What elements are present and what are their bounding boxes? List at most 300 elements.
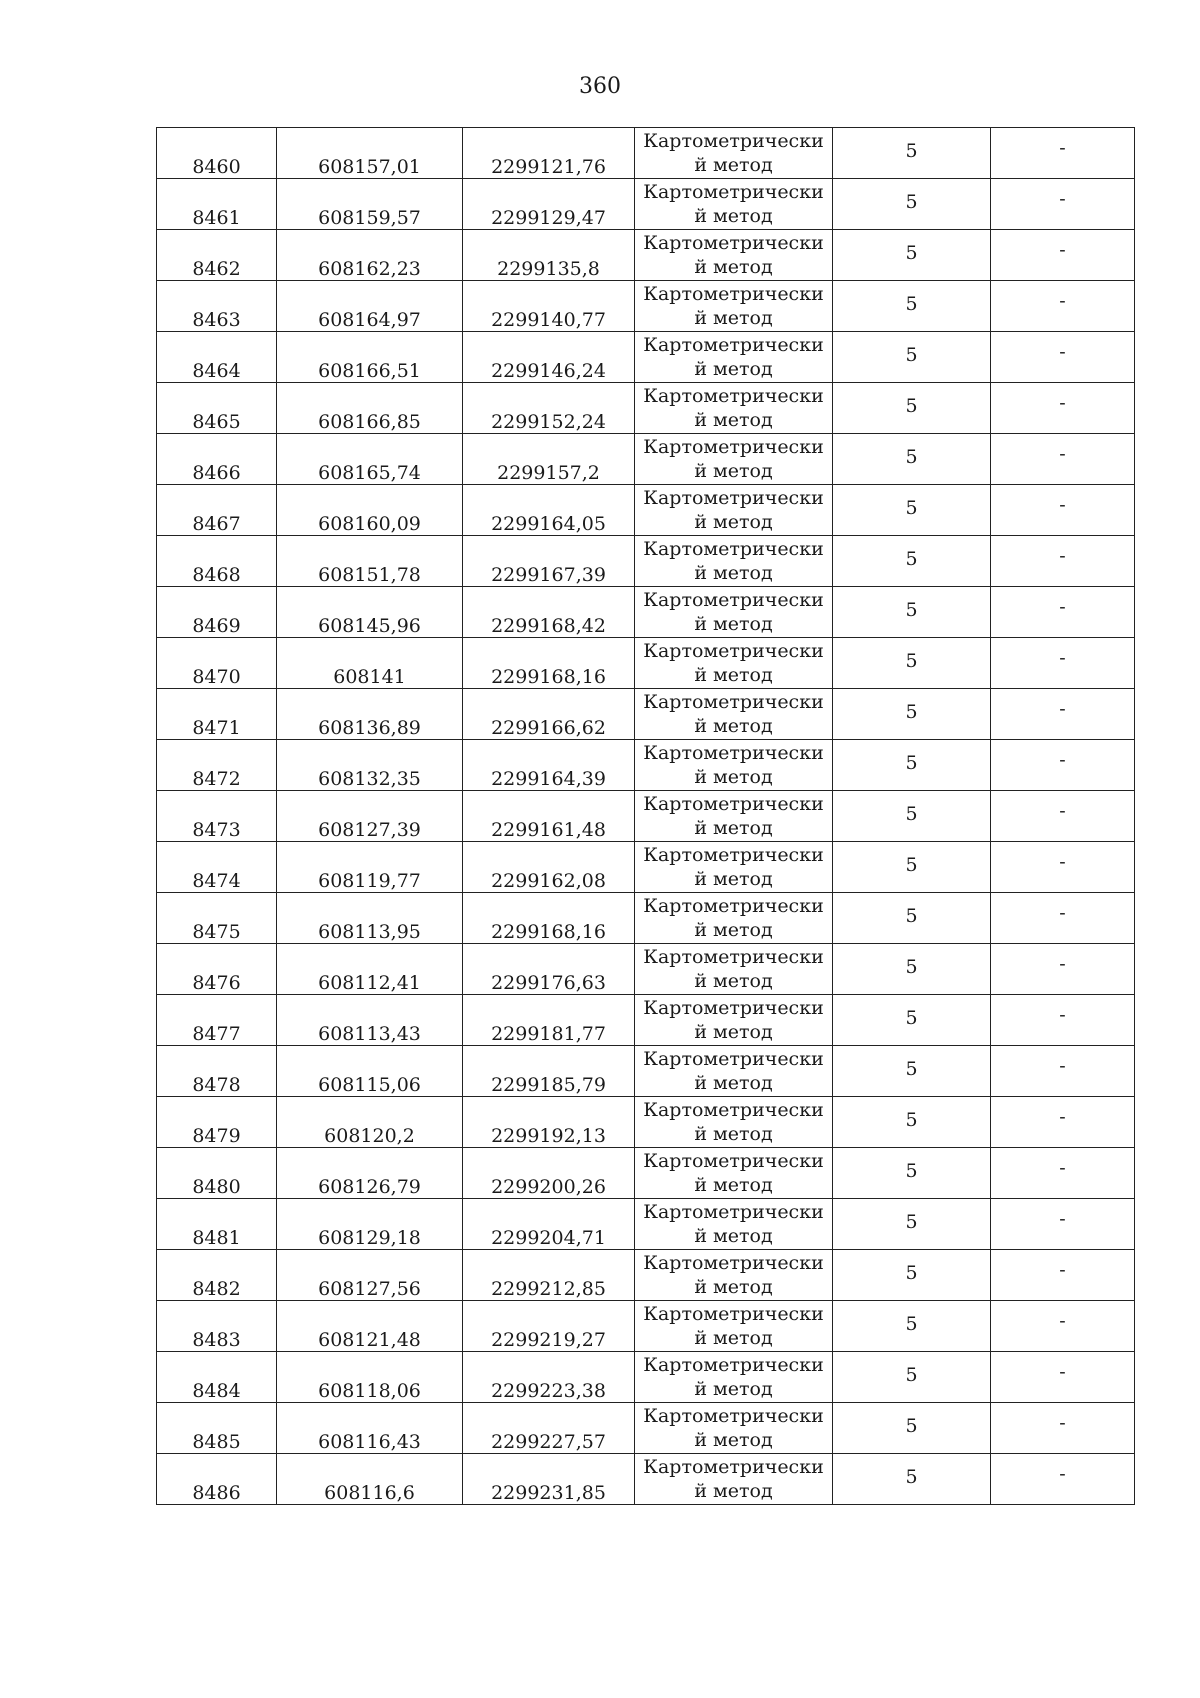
accuracy-cell: [833, 281, 991, 332]
coordinate-x-cell-text: 608132,35: [318, 768, 421, 790]
accuracy-cell-text: 5: [905, 803, 918, 825]
coordinate-y-cell: [463, 281, 635, 332]
table-row: [157, 434, 1135, 485]
coordinate-y-cell: [463, 1097, 635, 1148]
method-cell: [635, 1250, 833, 1301]
note-cell: [991, 1046, 1135, 1097]
point-number-cell: [157, 638, 277, 689]
note-cell: [991, 791, 1135, 842]
coordinate-y-cell-text: 2299157,2: [497, 462, 600, 484]
point-number-cell-text: 8470: [192, 666, 241, 688]
point-number-cell: [157, 1352, 277, 1403]
method-cell: [635, 179, 833, 230]
point-number-cell: [157, 1454, 277, 1505]
coordinate-x-cell: [277, 179, 463, 230]
accuracy-cell-text: 5: [905, 344, 918, 366]
method-cell-text: Картометрически й метод: [643, 742, 824, 788]
method-cell: [635, 332, 833, 383]
coordinate-x-cell-text: 608141: [333, 666, 406, 688]
method-cell-text: Картометрически й метод: [643, 1405, 824, 1451]
coordinate-y-cell: [463, 1403, 635, 1454]
coordinate-y-cell-text: 2299140,77: [491, 309, 606, 331]
coordinate-y-cell: [463, 536, 635, 587]
coordinate-x-cell-text: 608157,01: [318, 156, 421, 178]
method-cell-text: Картометрически й метод: [643, 538, 824, 584]
coordinate-x-cell: [277, 1046, 463, 1097]
coordinate-x-cell: [277, 536, 463, 587]
note-cell: [991, 893, 1135, 944]
coordinate-y-cell-text: 2299200,26: [491, 1176, 606, 1198]
table-row: [157, 281, 1135, 332]
point-number-cell-text: 8479: [192, 1125, 241, 1147]
method-cell: [635, 281, 833, 332]
accuracy-cell: [833, 995, 991, 1046]
method-cell: [635, 944, 833, 995]
coordinate-x-cell-text: 608164,97: [318, 309, 421, 331]
point-number-cell: [157, 332, 277, 383]
accuracy-cell: [833, 1148, 991, 1199]
note-cell-text: -: [1059, 953, 1066, 975]
point-number-cell-text: 8477: [192, 1023, 241, 1045]
coordinate-y-cell: [463, 638, 635, 689]
coordinate-x-cell-text: 608159,57: [318, 207, 421, 229]
note-cell-text: -: [1059, 341, 1066, 363]
note-cell: [991, 536, 1135, 587]
coordinate-y-cell-text: 2299161,48: [491, 819, 606, 841]
accuracy-cell-text: 5: [905, 1364, 918, 1386]
coordinate-x-cell-text: 608120,2: [324, 1125, 415, 1147]
point-number-cell-text: 8466: [192, 462, 241, 484]
coordinate-x-cell-text: 608129,18: [318, 1227, 421, 1249]
method-cell: [635, 1148, 833, 1199]
coordinate-x-cell: [277, 638, 463, 689]
note-cell: [991, 332, 1135, 383]
coordinate-x-cell-text: 608160,09: [318, 513, 421, 535]
accuracy-cell-text: 5: [905, 242, 918, 264]
accuracy-cell: [833, 179, 991, 230]
point-number-cell-text: 8473: [192, 819, 241, 841]
coordinate-y-cell: [463, 1352, 635, 1403]
coordinate-y-cell-text: 2299164,05: [491, 513, 606, 535]
method-cell-text: Картометрически й метод: [643, 385, 824, 431]
coordinate-x-cell-text: 608113,95: [318, 921, 421, 943]
accuracy-cell-text: 5: [905, 1160, 918, 1182]
accuracy-cell: [833, 842, 991, 893]
method-cell: [635, 1454, 833, 1505]
point-number-cell: [157, 485, 277, 536]
method-cell-text: Картометрически й метод: [643, 283, 824, 329]
coordinate-x-cell: [277, 1301, 463, 1352]
table-row: [157, 893, 1135, 944]
note-cell-text: -: [1059, 1412, 1066, 1434]
table-row: [157, 383, 1135, 434]
coordinate-x-cell-text: 608113,43: [318, 1023, 421, 1045]
note-cell: [991, 740, 1135, 791]
note-cell-text: -: [1059, 545, 1066, 567]
method-cell-text: Картометрически й метод: [643, 997, 824, 1043]
point-number-cell: [157, 995, 277, 1046]
note-cell: [991, 1454, 1135, 1505]
method-cell: [635, 689, 833, 740]
coordinate-x-cell: [277, 1199, 463, 1250]
coordinate-x-cell: [277, 1148, 463, 1199]
accuracy-cell-text: 5: [905, 599, 918, 621]
note-cell: [991, 587, 1135, 638]
coordinate-y-cell-text: 2299168,42: [491, 615, 606, 637]
coordinate-y-cell: [463, 893, 635, 944]
coordinate-y-cell: [463, 179, 635, 230]
coordinate-x-cell-text: 608165,74: [318, 462, 421, 484]
point-number-cell: [157, 1250, 277, 1301]
accuracy-cell-text: 5: [905, 752, 918, 774]
note-cell-text: -: [1059, 137, 1066, 159]
note-cell: [991, 128, 1135, 179]
coordinate-y-cell-text: 2299167,39: [491, 564, 606, 586]
method-cell: [635, 230, 833, 281]
table-row: [157, 689, 1135, 740]
accuracy-cell-text: 5: [905, 1262, 918, 1284]
coordinate-x-cell: [277, 434, 463, 485]
note-cell-text: -: [1059, 902, 1066, 924]
note-cell-text: -: [1059, 1106, 1066, 1128]
point-number-cell: [157, 1199, 277, 1250]
table-row: [157, 1199, 1135, 1250]
note-cell-text: -: [1059, 749, 1066, 771]
point-number-cell-text: 8465: [192, 411, 241, 433]
accuracy-cell-text: 5: [905, 191, 918, 213]
coordinate-x-cell: [277, 1352, 463, 1403]
coordinate-y-cell: [463, 434, 635, 485]
note-cell-text: -: [1059, 1259, 1066, 1281]
table-body: [157, 128, 1135, 1505]
method-cell-text: Картометрически й метод: [643, 1252, 824, 1298]
coordinate-y-cell: [463, 1046, 635, 1097]
coordinate-x-cell: [277, 740, 463, 791]
point-number-cell: [157, 944, 277, 995]
note-cell: [991, 689, 1135, 740]
point-number-cell: [157, 842, 277, 893]
note-cell: [991, 944, 1135, 995]
accuracy-cell: [833, 128, 991, 179]
method-cell-text: Картометрически й метод: [643, 844, 824, 890]
note-cell-text: -: [1059, 494, 1066, 516]
point-number-cell-text: 8480: [192, 1176, 241, 1198]
method-cell-text: Картометрически й метод: [643, 436, 824, 482]
table-row: [157, 1454, 1135, 1505]
coordinate-y-cell: [463, 1454, 635, 1505]
method-cell: [635, 434, 833, 485]
note-cell: [991, 281, 1135, 332]
coordinate-y-cell: [463, 689, 635, 740]
coordinate-x-cell: [277, 944, 463, 995]
point-number-cell-text: 8485: [192, 1431, 241, 1453]
coordinate-x-cell: [277, 332, 463, 383]
coordinate-y-cell: [463, 587, 635, 638]
point-number-cell-text: 8481: [192, 1227, 241, 1249]
coordinate-x-cell-text: 608166,51: [318, 360, 421, 382]
method-cell-text: Картометрически й метод: [643, 1354, 824, 1400]
accuracy-cell: [833, 1454, 991, 1505]
note-cell: [991, 1250, 1135, 1301]
method-cell-text: Картометрически й метод: [643, 487, 824, 533]
coordinate-y-cell-text: 2299168,16: [491, 666, 606, 688]
method-cell: [635, 1403, 833, 1454]
accuracy-cell-text: 5: [905, 701, 918, 723]
method-cell: [635, 893, 833, 944]
table-row: [157, 1148, 1135, 1199]
table-row: [157, 128, 1135, 179]
method-cell-text: Картометрически й метод: [643, 895, 824, 941]
method-cell-text: Картометрически й метод: [643, 334, 824, 380]
point-number-cell-text: 8462: [192, 258, 241, 280]
coordinate-x-cell: [277, 893, 463, 944]
point-number-cell: [157, 1148, 277, 1199]
table-row: [157, 944, 1135, 995]
note-cell: [991, 842, 1135, 893]
accuracy-cell: [833, 332, 991, 383]
coordinate-y-cell-text: 2299164,39: [491, 768, 606, 790]
point-number-cell: [157, 230, 277, 281]
note-cell: [991, 383, 1135, 434]
method-cell: [635, 128, 833, 179]
coordinate-y-cell-text: 2299176,63: [491, 972, 606, 994]
coordinate-y-cell: [463, 995, 635, 1046]
method-cell-text: Картометрически й метод: [643, 1048, 824, 1094]
accuracy-cell-text: 5: [905, 140, 918, 162]
accuracy-cell: [833, 740, 991, 791]
coordinate-x-cell: [277, 230, 463, 281]
note-cell: [991, 485, 1135, 536]
accuracy-cell: [833, 893, 991, 944]
accuracy-cell: [833, 689, 991, 740]
table-row: [157, 230, 1135, 281]
accuracy-cell: [833, 1199, 991, 1250]
note-cell-text: -: [1059, 800, 1066, 822]
method-cell-text: Картометрически й метод: [643, 1201, 824, 1247]
accuracy-cell: [833, 944, 991, 995]
coordinate-x-cell-text: 608136,89: [318, 717, 421, 739]
point-number-cell: [157, 1097, 277, 1148]
coordinate-x-cell-text: 608127,39: [318, 819, 421, 841]
note-cell-text: -: [1059, 1361, 1066, 1383]
table-row: [157, 638, 1135, 689]
table-row: [157, 842, 1135, 893]
coordinate-y-cell: [463, 944, 635, 995]
coordinate-x-cell: [277, 587, 463, 638]
method-cell: [635, 842, 833, 893]
note-cell-text: -: [1059, 647, 1066, 669]
note-cell-text: -: [1059, 596, 1066, 618]
point-number-cell: [157, 281, 277, 332]
coordinate-y-cell: [463, 128, 635, 179]
point-number-cell-text: 8461: [192, 207, 241, 229]
table-row: [157, 1046, 1135, 1097]
note-cell: [991, 638, 1135, 689]
accuracy-cell: [833, 638, 991, 689]
point-number-cell-text: 8469: [192, 615, 241, 637]
point-number-cell-text: 8472: [192, 768, 241, 790]
coordinate-x-cell-text: 608162,23: [318, 258, 421, 280]
note-cell: [991, 1199, 1135, 1250]
method-cell-text: Картометрически й метод: [643, 1303, 824, 1349]
point-number-cell-text: 8460: [192, 156, 241, 178]
note-cell-text: -: [1059, 1463, 1066, 1485]
point-number-cell: [157, 536, 277, 587]
point-number-cell: [157, 1403, 277, 1454]
table-row: [157, 1403, 1135, 1454]
method-cell-text: Картометрически й метод: [643, 1150, 824, 1196]
coordinate-y-cell: [463, 1148, 635, 1199]
note-cell-text: -: [1059, 698, 1066, 720]
coordinate-x-cell: [277, 995, 463, 1046]
method-cell: [635, 383, 833, 434]
note-cell: [991, 434, 1135, 485]
note-cell: [991, 1352, 1135, 1403]
coordinate-y-cell-text: 2299135,8: [497, 258, 600, 280]
accuracy-cell-text: 5: [905, 650, 918, 672]
method-cell-text: Картометрически й метод: [643, 130, 824, 176]
coordinate-y-cell: [463, 791, 635, 842]
coordinate-y-cell-text: 2299162,08: [491, 870, 606, 892]
coordinate-x-cell: [277, 128, 463, 179]
point-number-cell: [157, 893, 277, 944]
point-number-cell-text: 8484: [192, 1380, 241, 1402]
coordinate-y-cell: [463, 1250, 635, 1301]
method-cell: [635, 1301, 833, 1352]
method-cell-text: Картометрически й метод: [643, 1099, 824, 1145]
table-row: [157, 587, 1135, 638]
point-number-cell: [157, 434, 277, 485]
note-cell-text: -: [1059, 392, 1066, 414]
method-cell: [635, 485, 833, 536]
point-number-cell-text: 8476: [192, 972, 241, 994]
accuracy-cell: [833, 1403, 991, 1454]
point-number-cell-text: 8467: [192, 513, 241, 535]
coordinate-x-cell-text: 608116,6: [324, 1482, 415, 1504]
point-number-cell: [157, 791, 277, 842]
accuracy-cell-text: 5: [905, 905, 918, 927]
accuracy-cell-text: 5: [905, 293, 918, 315]
coordinate-y-cell-text: 2299231,85: [491, 1482, 606, 1504]
coordinate-y-cell-text: 2299166,62: [491, 717, 606, 739]
method-cell: [635, 1352, 833, 1403]
table-row: [157, 1301, 1135, 1352]
coordinate-x-cell-text: 608121,48: [318, 1329, 421, 1351]
accuracy-cell: [833, 1097, 991, 1148]
method-cell-text: Картометрически й метод: [643, 793, 824, 839]
method-cell: [635, 1097, 833, 1148]
method-cell: [635, 536, 833, 587]
point-number-cell-text: 8483: [192, 1329, 241, 1351]
table-row: [157, 1097, 1135, 1148]
coordinate-x-cell: [277, 1250, 463, 1301]
accuracy-cell: [833, 1352, 991, 1403]
coordinate-x-cell-text: 608127,56: [318, 1278, 421, 1300]
coordinate-x-cell-text: 608126,79: [318, 1176, 421, 1198]
coordinate-x-cell-text: 608166,85: [318, 411, 421, 433]
coordinate-y-cell-text: 2299204,71: [491, 1227, 606, 1249]
table-row: [157, 791, 1135, 842]
point-number-cell: [157, 179, 277, 230]
method-cell-text: Картометрически й метод: [643, 589, 824, 635]
coordinate-y-cell: [463, 383, 635, 434]
method-cell: [635, 740, 833, 791]
accuracy-cell: [833, 1250, 991, 1301]
coordinate-y-cell-text: 2299227,57: [491, 1431, 606, 1453]
note-cell-text: -: [1059, 1004, 1066, 1026]
coordinate-x-cell: [277, 281, 463, 332]
method-cell: [635, 1046, 833, 1097]
note-cell: [991, 1097, 1135, 1148]
coordinate-x-cell: [277, 1403, 463, 1454]
accuracy-cell: [833, 1046, 991, 1097]
coordinate-x-cell-text: 608116,43: [318, 1431, 421, 1453]
note-cell-text: -: [1059, 1208, 1066, 1230]
coordinate-y-cell: [463, 230, 635, 281]
table-row: [157, 332, 1135, 383]
coordinate-y-cell: [463, 332, 635, 383]
table-row: [157, 485, 1135, 536]
coordinate-x-cell-text: 608115,06: [318, 1074, 421, 1096]
accuracy-cell-text: 5: [905, 956, 918, 978]
accuracy-cell-text: 5: [905, 1007, 918, 1029]
coordinate-x-cell-text: 608151,78: [318, 564, 421, 586]
method-cell-text: Картометрически й метод: [643, 1456, 824, 1502]
accuracy-cell: [833, 587, 991, 638]
coordinate-y-cell: [463, 1301, 635, 1352]
note-cell-text: -: [1059, 851, 1066, 873]
accuracy-cell-text: 5: [905, 1058, 918, 1080]
method-cell-text: Картометрически й метод: [643, 640, 824, 686]
note-cell: [991, 1148, 1135, 1199]
point-number-cell: [157, 740, 277, 791]
coordinate-y-cell-text: 2299129,47: [491, 207, 606, 229]
method-cell: [635, 995, 833, 1046]
note-cell: [991, 995, 1135, 1046]
coordinate-y-cell-text: 2299181,77: [491, 1023, 606, 1045]
method-cell-text: Картометрически й метод: [643, 691, 824, 737]
accuracy-cell: [833, 1301, 991, 1352]
coordinate-x-cell-text: 608118,06: [318, 1380, 421, 1402]
coordinate-y-cell-text: 2299146,24: [491, 360, 606, 382]
coordinate-y-cell-text: 2299219,27: [491, 1329, 606, 1351]
page-number: 360: [579, 74, 621, 99]
coordinate-y-cell-text: 2299212,85: [491, 1278, 606, 1300]
note-cell-text: -: [1059, 290, 1066, 312]
table-row: [157, 179, 1135, 230]
accuracy-cell-text: 5: [905, 1313, 918, 1335]
point-number-cell: [157, 587, 277, 638]
note-cell-text: -: [1059, 1157, 1066, 1179]
coordinate-x-cell: [277, 1454, 463, 1505]
point-number-cell: [157, 689, 277, 740]
point-number-cell-text: 8471: [192, 717, 241, 739]
point-number-cell-text: 8463: [192, 309, 241, 331]
method-cell: [635, 791, 833, 842]
note-cell-text: -: [1059, 1055, 1066, 1077]
point-number-cell: [157, 1301, 277, 1352]
coordinate-x-cell: [277, 842, 463, 893]
accuracy-cell-text: 5: [905, 446, 918, 468]
note-cell-text: -: [1059, 239, 1066, 261]
accuracy-cell: [833, 230, 991, 281]
coordinate-y-cell-text: 2299185,79: [491, 1074, 606, 1096]
accuracy-cell-text: 5: [905, 1109, 918, 1131]
point-number-cell: [157, 1046, 277, 1097]
accuracy-cell-text: 5: [905, 1466, 918, 1488]
coordinate-y-cell: [463, 842, 635, 893]
coordinate-x-cell: [277, 383, 463, 434]
